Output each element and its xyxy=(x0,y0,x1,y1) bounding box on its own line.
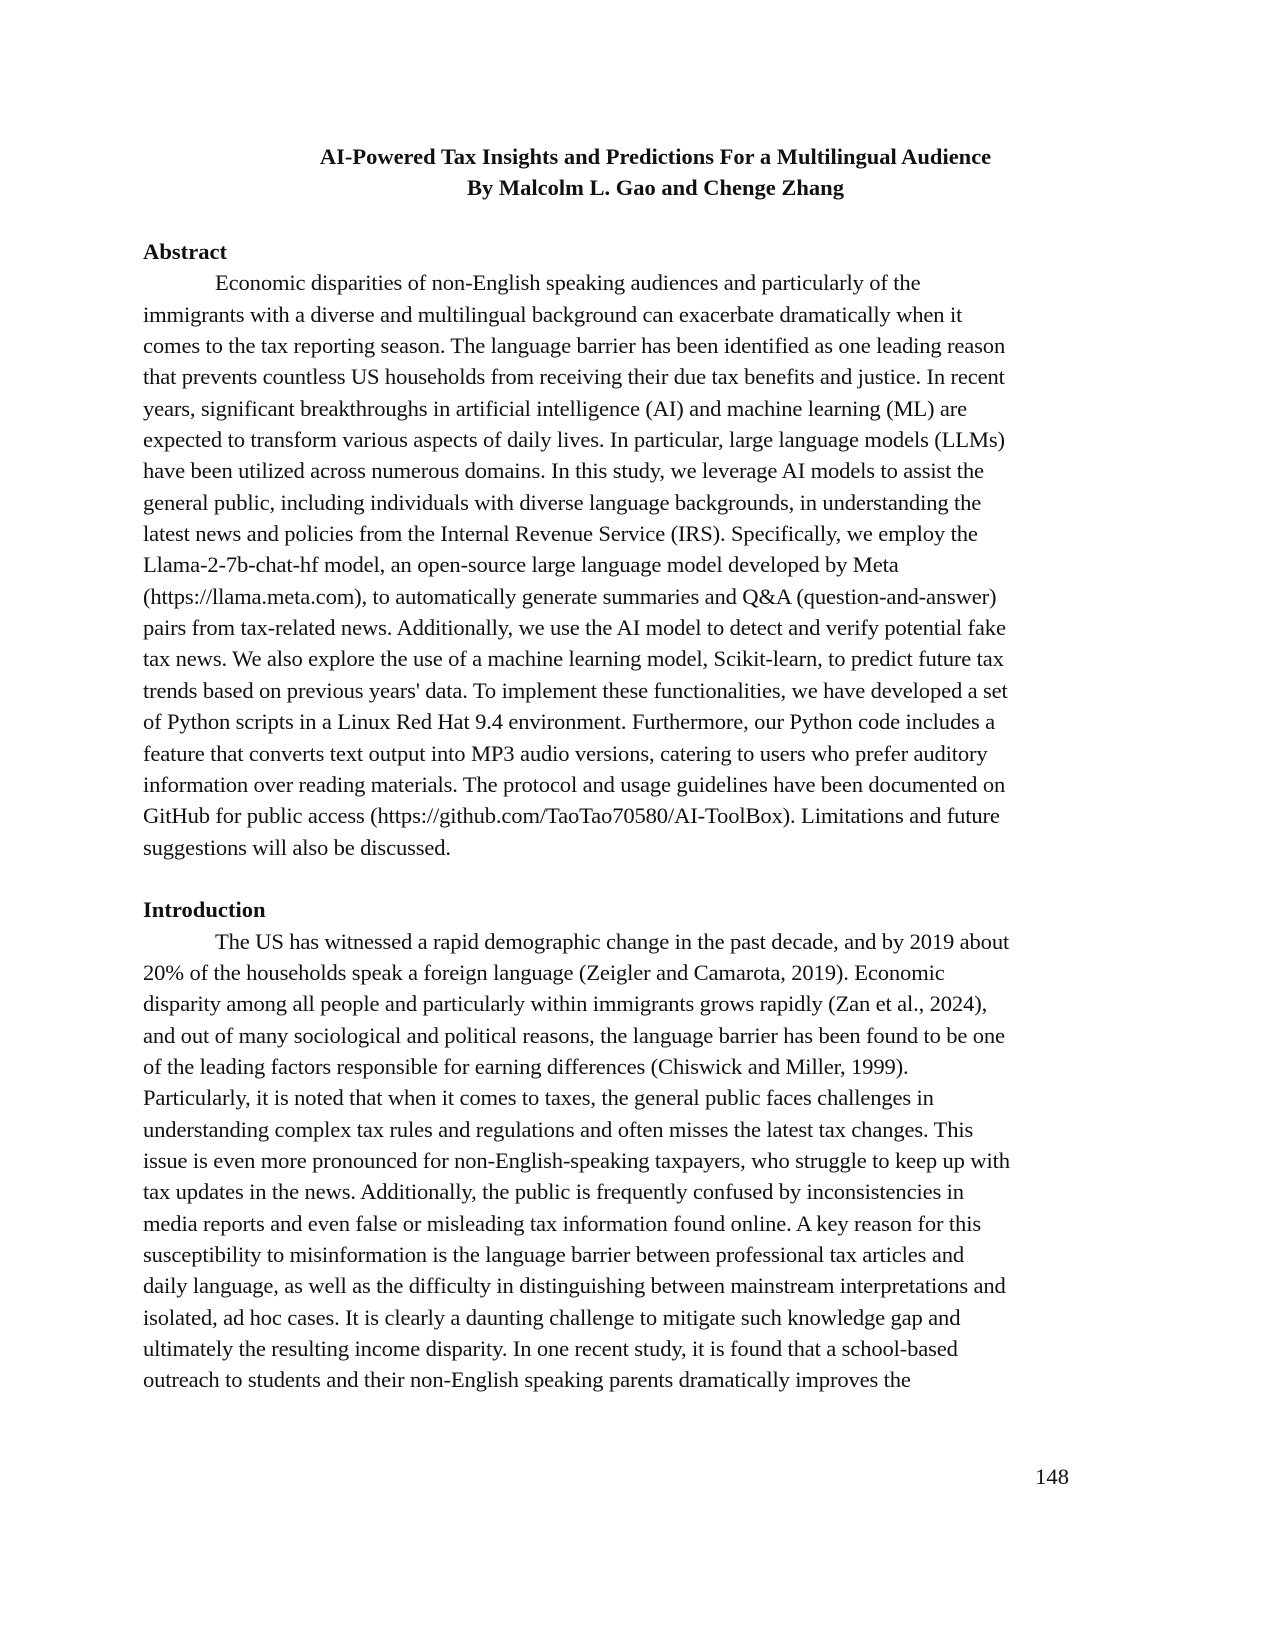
text-line: daily language, as well as the difficulty in distinguishing between mainstream interpretations and xyxy=(143,1273,1006,1299)
text-line: Particularly, it is noted that when it comes to taxes, the general public faces challenges in xyxy=(143,1085,934,1111)
text-line: understanding complex tax rules and regulations and often misses the latest tax changes. This xyxy=(143,1116,974,1142)
text-line: that prevents countless US households from receiving their due tax benefits and justice. In recent xyxy=(143,364,1005,390)
text-line: suggestions will also be discussed. xyxy=(143,834,451,860)
title-block xyxy=(0,141,1275,204)
text-line: latest news and policies from the Internal Revenue Service (IRS). Specifically, we employ the xyxy=(143,521,978,547)
text-line: isolated, ad hoc cases. It is clearly a daunting challenge to mitigate such knowledge gap and xyxy=(143,1304,961,1330)
text-line: information over reading materials. The protocol and usage guidelines have been documented on xyxy=(143,771,1006,797)
text-line: susceptibility to misinformation is the language barrier between professional tax articles and xyxy=(143,1242,964,1267)
text-line: tax news. We also explore the use of a machine learning model, Scikit-learn, to predict future tax xyxy=(143,646,1004,672)
text-line: media reports and even false or misleading tax information found online. A key reason for this xyxy=(143,1210,981,1236)
abstract-heading: Abstract xyxy=(143,239,228,264)
text-line: of the leading factors responsible for earning differences (Chiswick and Miller, 1999). xyxy=(143,1053,909,1079)
text-line: and out of many sociological and political reasons, the language barrier has been found to be one xyxy=(143,1022,1005,1048)
paper-byline: By Malcolm L. Gao and Chenge Zhang xyxy=(467,175,844,201)
text-line: expected to transform various aspects of daily lives. In particular, large language models (LLMs) xyxy=(143,427,1005,453)
text-line: years, significant breakthroughs in artificial intelligence (AI) and machine learning (ML) are xyxy=(143,395,968,421)
text-line: comes to the tax reporting season. The language barrier has been identified as one leading reason xyxy=(143,333,1006,359)
text-line: pairs from tax-related news. Additionally, we use the AI model to detect and verify potential fake xyxy=(143,615,1006,641)
abstract-paragraph xyxy=(143,267,1083,863)
section-spacer xyxy=(143,863,1083,894)
text-line: Llama-2-7b-chat-hf model, an open-source large language model developed by Meta xyxy=(143,552,899,578)
text-line: (https://llama.meta.com), to automatically generate summaries and Q&A (question-and-answer) xyxy=(143,583,997,609)
page-body xyxy=(143,236,1083,1396)
text-line: feature that converts text output into MP3 audio versions, catering to users who prefer auditory xyxy=(143,740,988,766)
page-number: 148 xyxy=(1035,1464,1069,1489)
text-line: Economic disparities of non-English speaking audiences and particularly of the xyxy=(215,270,921,296)
text-line: general public, including individuals with diverse language backgrounds, in understanding the xyxy=(143,489,982,515)
text-line: immigrants with a diverse and multilingual background can exacerbate dramatically when it xyxy=(143,301,963,327)
text-line: ultimately the resulting income disparity. In one recent study, it is found that a school-based xyxy=(143,1336,958,1362)
introduction-paragraph xyxy=(143,926,1083,1396)
text-line: tax updates in the news. Additionally, the public is frequently confused by inconsistencies in xyxy=(143,1179,964,1205)
text-line: issue is even more pronounced for non-English-speaking taxpayers, who struggle to keep up with xyxy=(143,1147,1010,1173)
text-line: of Python scripts in a Linux Red Hat 9.4 environment. Furthermore, our Python code includes a xyxy=(143,709,995,735)
text-line: have been utilized across numerous domains. In this study, we leverage AI models to assist the xyxy=(143,458,984,484)
text-line: 20% of the households speak a foreign language (Zeigler and Camarota, 2019). Economic xyxy=(143,959,945,985)
text-line: The US has witnessed a rapid demographic change in the past decade, and by 2019 about xyxy=(215,928,1010,954)
text-line: disparity among all people and particularly within immigrants grows rapidly (Zan et al., 2024), xyxy=(143,991,988,1017)
text-line: outreach to students and their non-English speaking parents dramatically improves the xyxy=(143,1367,911,1393)
paper-title: AI-Powered Tax Insights and Predictions For a Multilingual Audience xyxy=(319,144,992,169)
text-line: trends based on previous years' data. To implement these functionalities, we have developed a set xyxy=(143,677,1008,703)
introduction-heading: Introduction xyxy=(143,897,266,923)
text-line: GitHub for public access (https://github.com/TaoTao70580/AI-ToolBox). Limitations and future xyxy=(143,803,1000,829)
